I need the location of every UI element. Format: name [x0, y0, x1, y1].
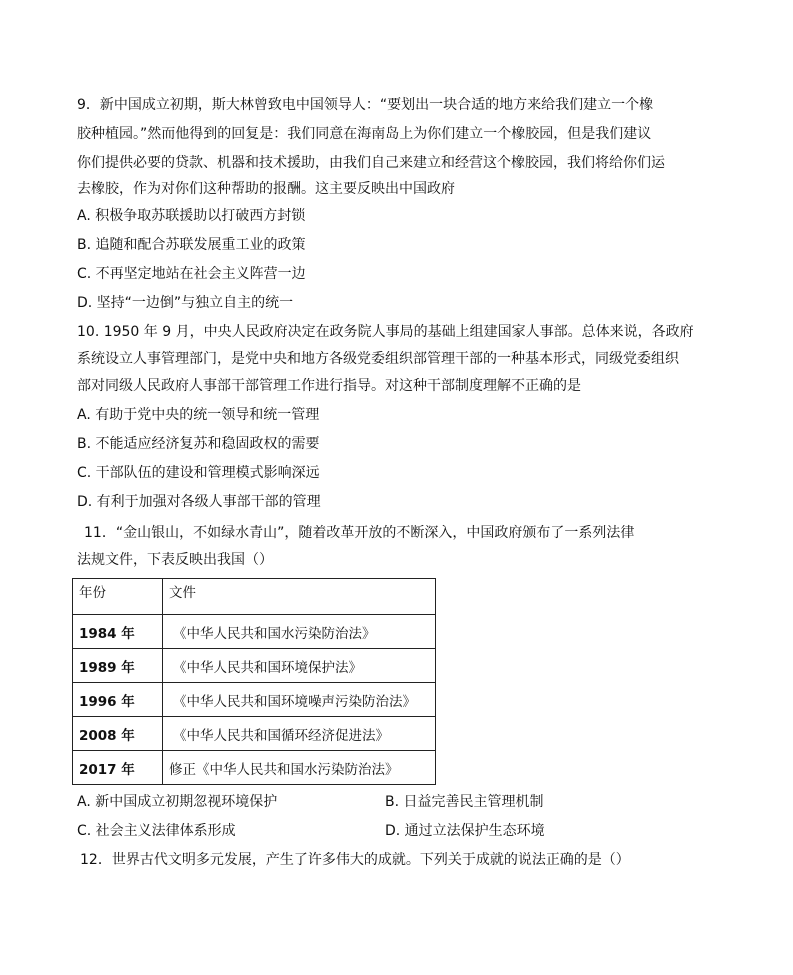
q10-option-c: C. 干部队伍的建设和管理模式影响深远 — [77, 465, 320, 481]
table-cell-document: 《中华人民共和国环境噪声污染防治法》 — [163, 683, 436, 717]
table-row — [73, 683, 436, 717]
table-cell-year: 2008 年 — [73, 717, 163, 751]
table-cell-document: 《中华人民共和国循环经济促进法》 — [163, 717, 436, 751]
table-row — [73, 649, 436, 683]
table-header-document: 文件 — [163, 579, 436, 615]
q9-option-c: C. 不再坚定地站在社会主义阵营一边 — [77, 266, 306, 282]
q12-stem-line-1: 12．世界古代文明多元发展，产生了许多伟大的成就。下列关于成就的说法正确的是（） — [80, 852, 630, 868]
q10-option-d: D. 有利于加强对各级人事部干部的管理 — [77, 494, 321, 510]
table-cell-year: 1996 年 — [73, 683, 163, 717]
q11-option-c: C. 社会主义法律体系形成 — [77, 823, 236, 839]
q11-option-a: A. 新中国成立初期忽视环境保护 — [77, 794, 278, 810]
table-cell-document: 《中华人民共和国水污染防治法》 — [163, 615, 436, 649]
q11-stem-line-1: 11．“金山银山，不如绿水青山”，随着改革开放的不断深入，中国政府颁布了一系列法律 — [84, 525, 635, 541]
q10-option-a: A. 有助于党中央的统一领导和统一管理 — [77, 407, 320, 423]
table-header-row — [73, 579, 436, 615]
table-cell-document: 《中华人民共和国环境保护法》 — [163, 649, 436, 683]
laws-table — [72, 578, 436, 785]
q9-option-b: B. 追随和配合苏联发展重工业的政策 — [77, 237, 306, 253]
table-row — [73, 717, 436, 751]
q10-stem-line-2: 系统设立人事管理部门，是党中央和地方各级党委组织部管理干部的一种基本形式，同级党委组织 — [77, 351, 679, 367]
q11-option-d: D. 通过立法保护生态环境 — [385, 823, 545, 839]
q9-stem-line-2: 胶种植园。”然而他得到的回复是：我们同意在海南岛上为你们建立一个橡胶园，但是我们建议 — [77, 126, 652, 142]
table-cell-year: 1984 年 — [73, 615, 163, 649]
q9-option-d: D. 坚持“一边倒”与独立自主的统一 — [77, 295, 294, 311]
table-row — [73, 751, 436, 785]
table-row — [73, 615, 436, 649]
q10-option-b: B. 不能适应经济复苏和稳固政权的需要 — [77, 436, 320, 452]
q11-option-b: B. 日益完善民主管理机制 — [385, 794, 544, 810]
q11-stem-line-2: 法规文件，下表反映出我国（） — [77, 552, 273, 568]
table-cell-year: 2017 年 — [73, 751, 163, 785]
table-cell-document: 修正《中华人民共和国水污染防治法》 — [163, 751, 436, 785]
table-header-year: 年份 — [73, 579, 163, 615]
q9-stem-line-4: 去橡胶，作为对你们这种帮助的报酬。这主要反映出中国政府 — [77, 181, 455, 197]
table-cell-year: 1989 年 — [73, 649, 163, 683]
q9-option-a: A. 积极争取苏联援助以打破西方封锁 — [77, 208, 306, 224]
q10-stem-line-3: 部对同级人民政府人事部干部管理工作进行指导。对这种干部制度理解不正确的是 — [77, 378, 581, 394]
q10-stem-line-1: 10. 1950 年 9 月，中央人民政府决定在政务院人事局的基础上组建国家人事部。总体来说，各政府 — [77, 324, 694, 340]
q9-stem-line-3: 你们提供必要的贷款、机器和技术援助，由我们自己来建立和经营这个橡胶园，我们将给你们运 — [77, 155, 665, 171]
q9-stem-line-1: 9．新中国成立初期，斯大林曾致电中国领导人：“要划出一块合适的地方来给我们建立一个橡 — [77, 97, 654, 113]
